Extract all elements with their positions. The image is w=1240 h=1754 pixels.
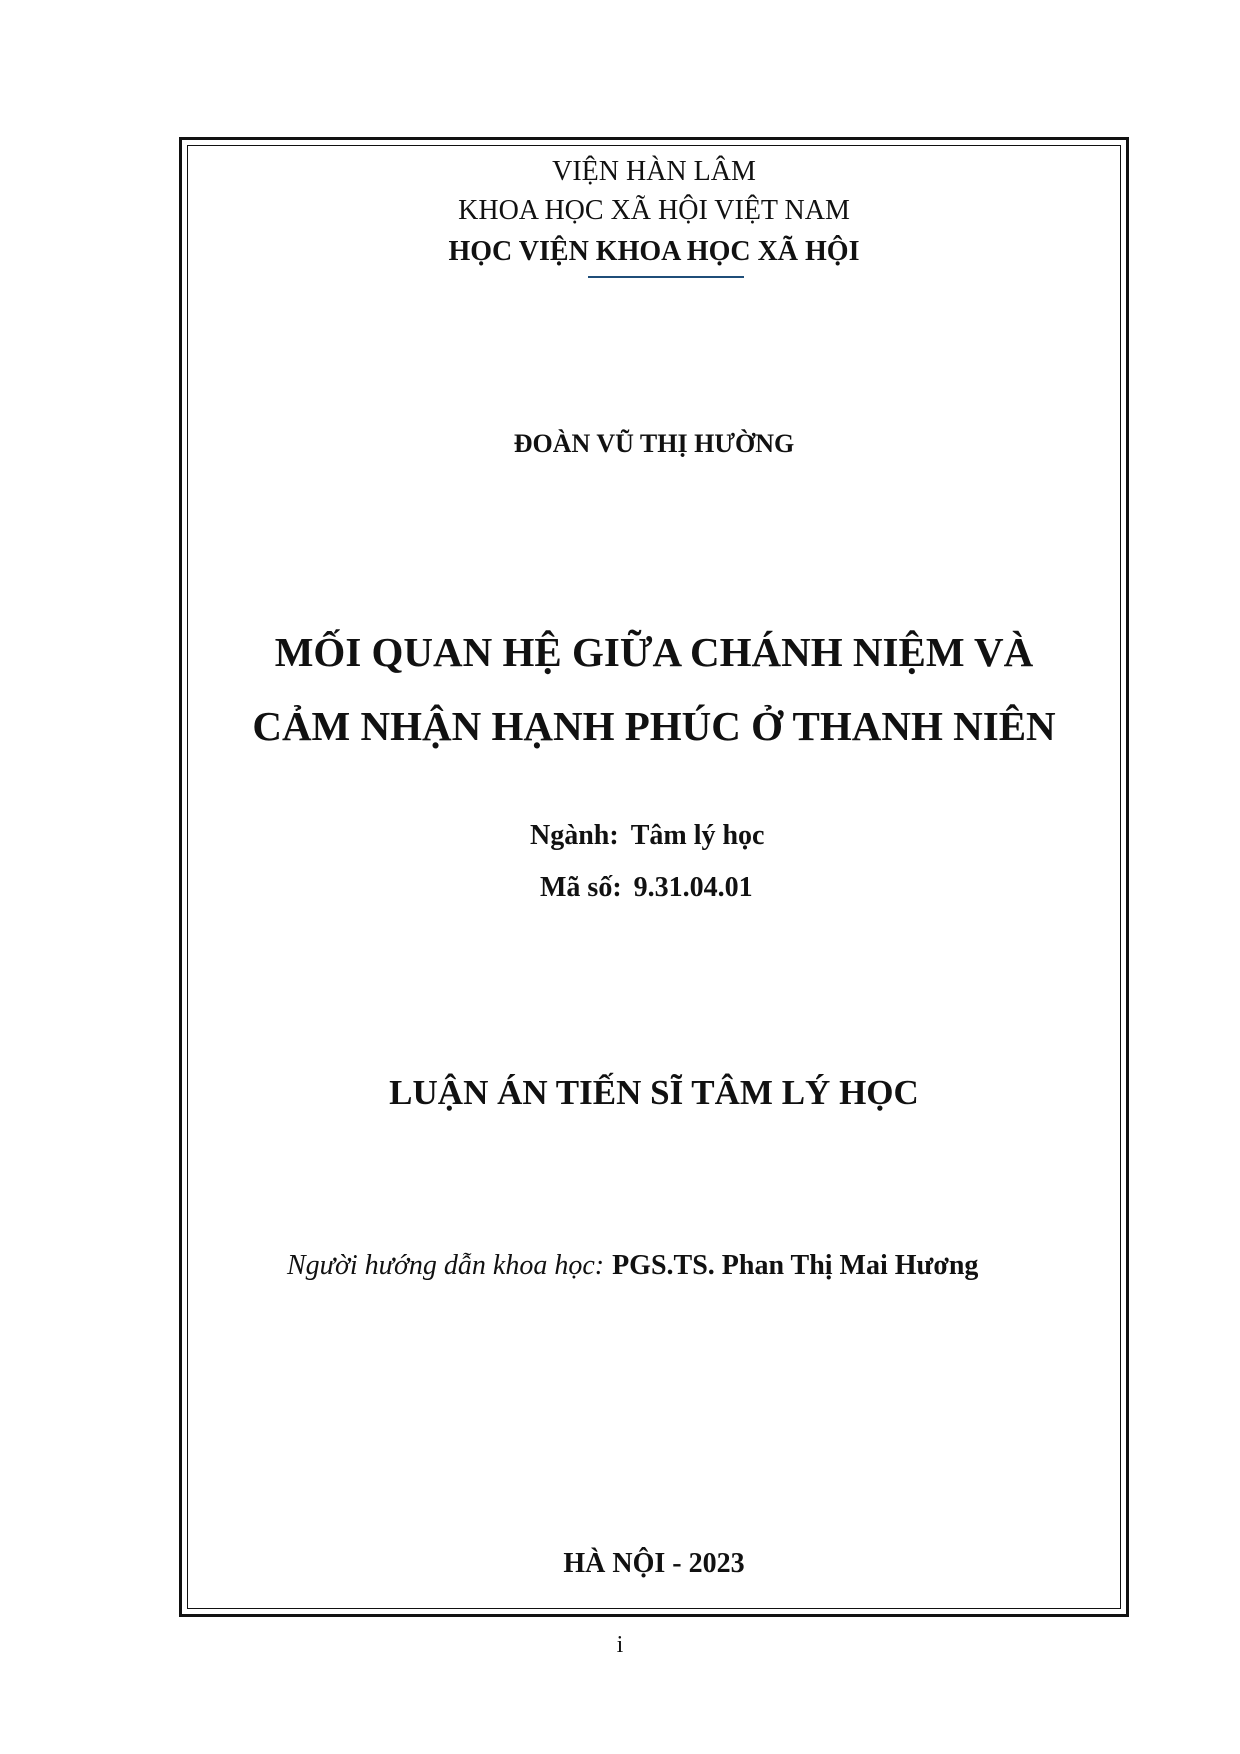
institution-line-2: KHOA HỌC XÃ HỘI VIỆT NAM <box>458 195 850 226</box>
advisor-row <box>287 1250 978 1282</box>
major-row <box>530 820 764 852</box>
author-name: ĐOÀN VŨ THỊ HƯỜNG <box>513 429 795 458</box>
code-row <box>540 872 753 904</box>
institution-line-3: HỌC VIỆN KHOA HỌC XÃ HỘI <box>448 236 860 267</box>
advisor-name: PGS.TS. Phan Thị Mai Hương <box>612 1250 979 1281</box>
major-value: Tâm lý học <box>630 820 765 851</box>
page-number: i <box>616 1632 624 1658</box>
institution-line-1: VIỆN HÀN LÂM <box>552 156 756 187</box>
code-label: Mã số: <box>540 872 622 903</box>
degree-title: LUẬN ÁN TIẾN SĨ TÂM LÝ HỌC <box>389 1073 919 1112</box>
institution-underline <box>588 276 744 278</box>
thesis-title-line-1: MỐI QUAN HỆ GIỮA CHÁNH NIỆM VÀ <box>274 629 1034 675</box>
place-year: HÀ NỘI - 2023 <box>563 1548 745 1579</box>
thesis-title-line-2: CẢM NHẬN HẠNH PHÚC Ở THANH NIÊN <box>252 703 1056 749</box>
major-label: Ngành: <box>530 820 619 851</box>
advisor-label: Người hướng dẫn khoa học: <box>287 1250 605 1281</box>
code-value: 9.31.04.01 <box>633 872 753 903</box>
